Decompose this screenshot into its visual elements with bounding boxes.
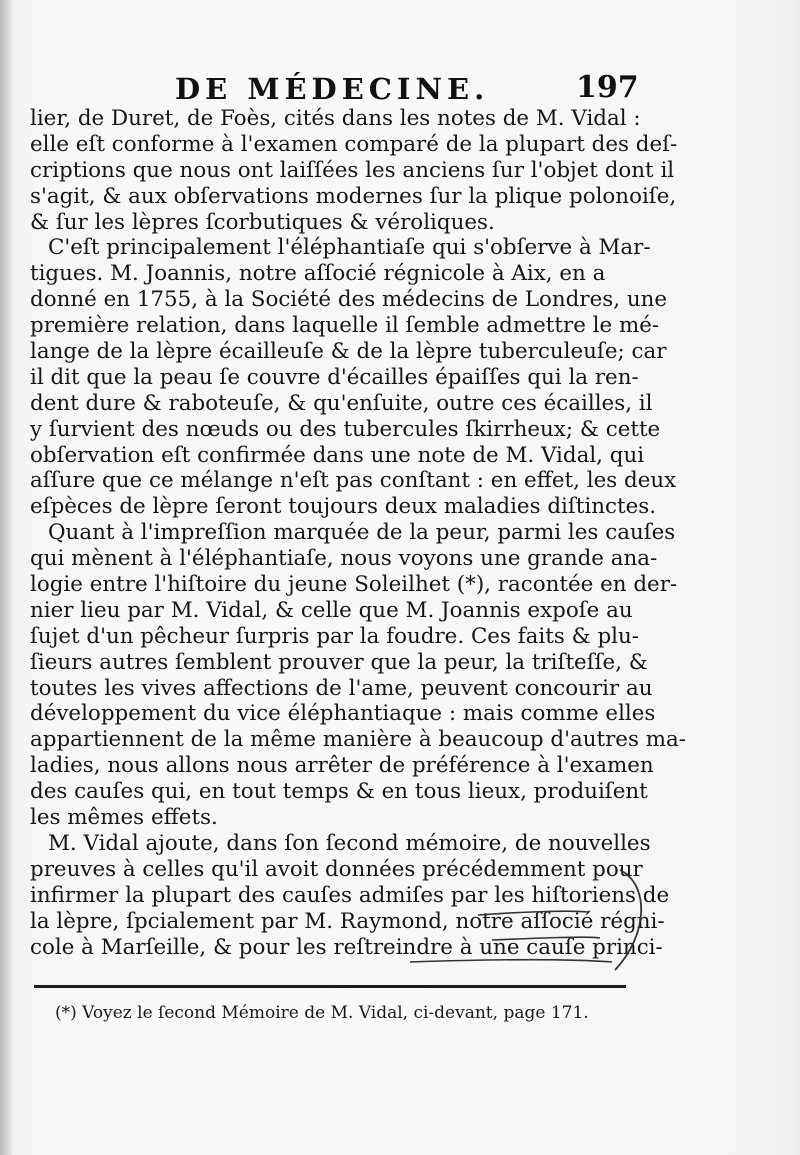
text-line: développement du vice éléphantiaque : mais comme elles (30, 701, 656, 727)
running-head-title: DE MÉDECINE. (175, 72, 490, 106)
text-line: infirmer la plupart des cauſes admiſes par les hiſtoriens de (30, 882, 670, 908)
text-line: ſieurs autres ſemblent prouver que la peur, la triſteſſe, & (30, 649, 648, 675)
text-line: nier lieu par M. Vidal, & celle que M. Joannis expoſe au (30, 597, 633, 623)
text-line: preuves à celles qu'il avoit données précédemment pour (30, 856, 643, 882)
text-line: dent dure & raboteuſe, & qu'enſuite, outre ces écailles, il (30, 390, 653, 416)
text-line: obſervation eſt confirmée dans une note de M. Vidal, qui (30, 442, 645, 468)
text-line: lier, de Duret, de Foès, cités dans les notes de M. Vidal : (30, 106, 641, 131)
text-line: elle eſt conforme à l'examen comparé de la plupart des deſ- (30, 131, 678, 157)
text-line: toutes les vives affections de l'ame, peuvent concourir au (30, 675, 653, 701)
paragraph-start-line: M. Vidal ajoute, dans ſon ſecond mémoire, de nouvelles (48, 830, 651, 856)
text-line: les mêmes effets. (30, 805, 218, 831)
text-line: s'agit, & aux obſervations modernes ſur la plique polonoiſe, (30, 183, 677, 209)
paragraph-start-line: Quant à l'impreſſion marquée de la peur, parmi les cauſes (48, 520, 676, 546)
text-line: des cauſes qui, en tout temps & en tous lieux, produiſent (30, 779, 648, 805)
page-gutter-shadow (0, 0, 12, 1155)
text-line: donné en 1755, à la Société des médecins de Londres, une (30, 287, 668, 313)
text-line: ladies, nous allons nous arrêter de préférence à l'examen (30, 753, 654, 779)
text-line: criptions que nous ont laiſſées les anciens ſur l'objet dont il (30, 157, 675, 183)
body-text (30, 106, 687, 960)
text-line: lange de la lèpre écailleuſe & de la lèpre tuberculeuſe; car (30, 339, 667, 365)
text-line: il dit que la peau ſe couvre d'écailles épaiſſes qui la ren- (30, 364, 639, 390)
text-line: première relation, dans laquelle il ſemble admettre le mé- (30, 313, 660, 339)
page-number: 197 (576, 70, 639, 105)
text-line: appartiennent de la même manière à beaucoup d'autres ma- (30, 727, 687, 753)
running-head (0, 70, 800, 110)
text-line: ſujet d'un pêcheur ſurpris par la foudre. Ces faits & plu- (30, 623, 640, 649)
footnote: (*) Voyez le ſecond Mémoire de M. Vidal, ci-devant, page 171. (55, 1003, 589, 1023)
text-line: cole à Marſeille, & pour les reſtreindre à une cauſe princi- (30, 934, 663, 960)
text-line: tigues. M. Joannis, notre aſſocié régnicole à Aix, en a (30, 261, 606, 287)
text-line: qui mènent à l'éléphantiaſe, nous voyons une grande ana- (30, 546, 658, 572)
text-line: y ſurvient des nœuds ou des tubercules ſkirrheux; & cette (30, 416, 661, 442)
text-line: eſpèces de lèpre ſeront toujours deux maladies diſtinctes. (30, 494, 657, 520)
text-line: & ſur les lèpres ſcorbutiques & véroliques. (30, 209, 495, 235)
text-line: logie entre l'hiſtoire du jeune Soleilhet (*), racontée en der- (30, 572, 678, 598)
paragraph-start-line: C'eſt principalement l'éléphantiaſe qui s'obſerve à Mar- (48, 235, 651, 261)
footnote-rule (34, 985, 626, 988)
text-line: aſſure que ce mélange n'eſt pas conſtant : en effet, les deux (30, 468, 677, 494)
text-line: la lèpre, ſpcialement par M. Raymond, notre aſſocié régni- (30, 908, 665, 934)
